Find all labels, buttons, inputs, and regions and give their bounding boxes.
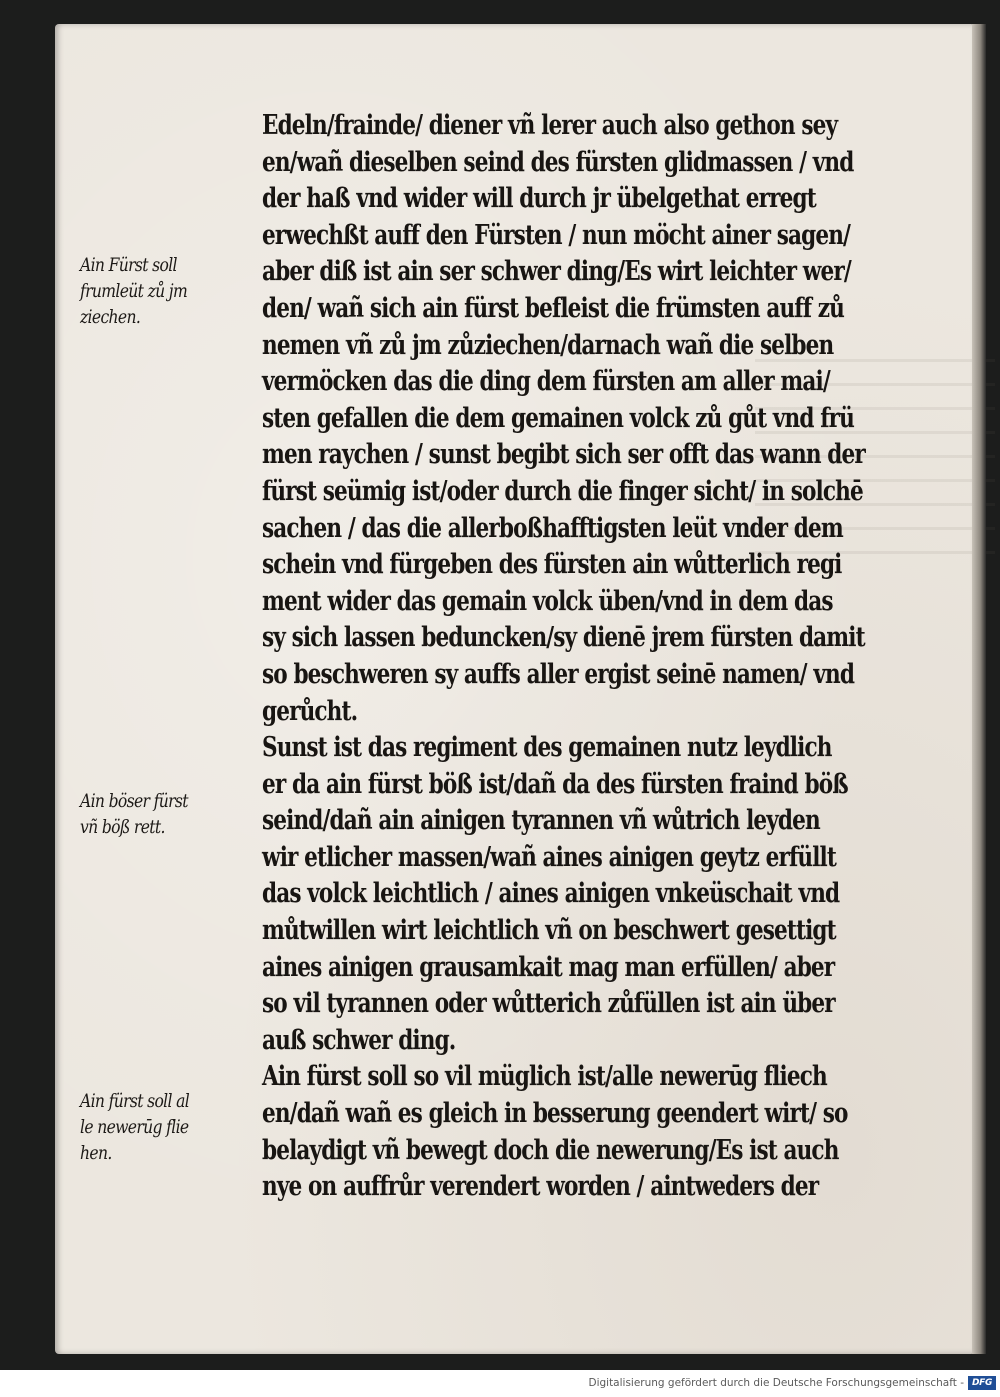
text-line: ment wider das gemain volck üben/vnd in dem das: [262, 585, 833, 617]
text-line: můtwillen wirt leichtlich vñ on beschwert gesettigt: [262, 915, 836, 947]
text-line: sy sich lassen beduncken/sy dienē jrem fürsten damit: [262, 622, 865, 654]
text-line: nye on auffrůr verendert worden / aintweders der: [262, 1171, 819, 1203]
text-line: aines ainigen grausamkait mag man erfüllen/ aber: [262, 951, 835, 983]
text-line: en/dañ wañ es gleich in besserung geendert wirt/ so: [262, 1098, 848, 1130]
footer-bar: [0, 1370, 1000, 1397]
margin-note-line: hen.: [80, 1142, 112, 1164]
margin-note-line: Ain böser fürst: [80, 790, 188, 812]
margin-note-line: frumleüt zů jm: [80, 280, 188, 302]
text-line: belaydigt vñ bewegt doch die newerung/Es ist auch: [262, 1134, 839, 1166]
margin-note: [80, 788, 265, 840]
dfg-logo: DFG: [968, 1376, 996, 1390]
margin-note-line: le newerūg flie: [80, 1116, 189, 1138]
text-line: auß schwer ding.: [262, 1024, 456, 1056]
text-line: wir etlicher massen/wañ aines ainigen geytz erfüllt: [262, 841, 836, 873]
page-edge-shadow: [972, 24, 986, 1354]
main-text-block: [262, 108, 942, 1206]
text-line: schein vnd fürgeben des fürsten ain wůtterlich regi: [262, 549, 842, 581]
text-line: der haß vnd wider will durch jr übelgethat erregt: [262, 183, 816, 215]
text-line: seind/dañ ain ainigen tyrannen vñ wůtrich leyden: [262, 805, 820, 837]
margin-note: [80, 1088, 265, 1166]
text-line: men raychen / sunst begibt sich ser offt das wann der: [262, 439, 865, 471]
margin-note: [80, 252, 265, 330]
text-line: en/wañ dieselben seind des fürsten glidmassen / vnd: [262, 146, 854, 178]
text-line: er da ain fürst böß ist/dañ da des fürsten fraind böß: [262, 768, 848, 800]
text-line: vermöcken das die ding dem fürsten am aller mai/: [262, 366, 830, 398]
text-line: sachen / das die allerboßhafftigsten leüt vnder dem: [262, 512, 843, 544]
text-line: Sunst ist das regiment des gemainen nutz leydlich: [262, 732, 832, 764]
text-line: nemen vñ zů jm zůziechen/darnach wañ die selben: [262, 329, 834, 361]
text-line: gerůcht.: [262, 695, 358, 727]
text-line: aber diß ist ain ser schwer ding/Es wirt leichter wer/: [262, 256, 851, 288]
text-line: Ain fürst soll so vil müglich ist/alle newerūg fliech: [262, 1061, 827, 1093]
text-line: fürst seümig ist/oder durch die finger sicht/ in solchē: [262, 475, 863, 507]
text-line: so beschweren sy auffs aller ergist seinē namen/ vnd: [262, 658, 855, 690]
text-line: so vil tyrannen oder wůtterich zůfüllen ist ain über: [262, 988, 835, 1020]
funding-credit: Digitalisierung gefördert durch die Deutsche Forschungsgemeinschaft -: [588, 1377, 964, 1389]
text-line: Edeln/frainde/ diener vñ lerer auch also gethon sey: [262, 110, 838, 141]
margin-note-line: Ain Fürst soll: [80, 254, 177, 276]
margin-note-line: ziechen.: [80, 306, 141, 328]
text-line: das volck leichtlich / aines ainigen vnkeüschait vnd: [262, 878, 840, 910]
text-line: sten gefallen die dem gemainen volck zů gůt vnd frü: [262, 402, 854, 434]
text-line: erwechßt auff den Fürsten / nun möcht ainer sagen/: [262, 219, 851, 251]
margin-note-line: Ain fürst soll al: [80, 1090, 190, 1112]
margin-note-line: vñ böß rett.: [80, 816, 165, 838]
text-line: den/ wañ sich ain fürst befleist die frümsten auff zů: [262, 292, 844, 324]
